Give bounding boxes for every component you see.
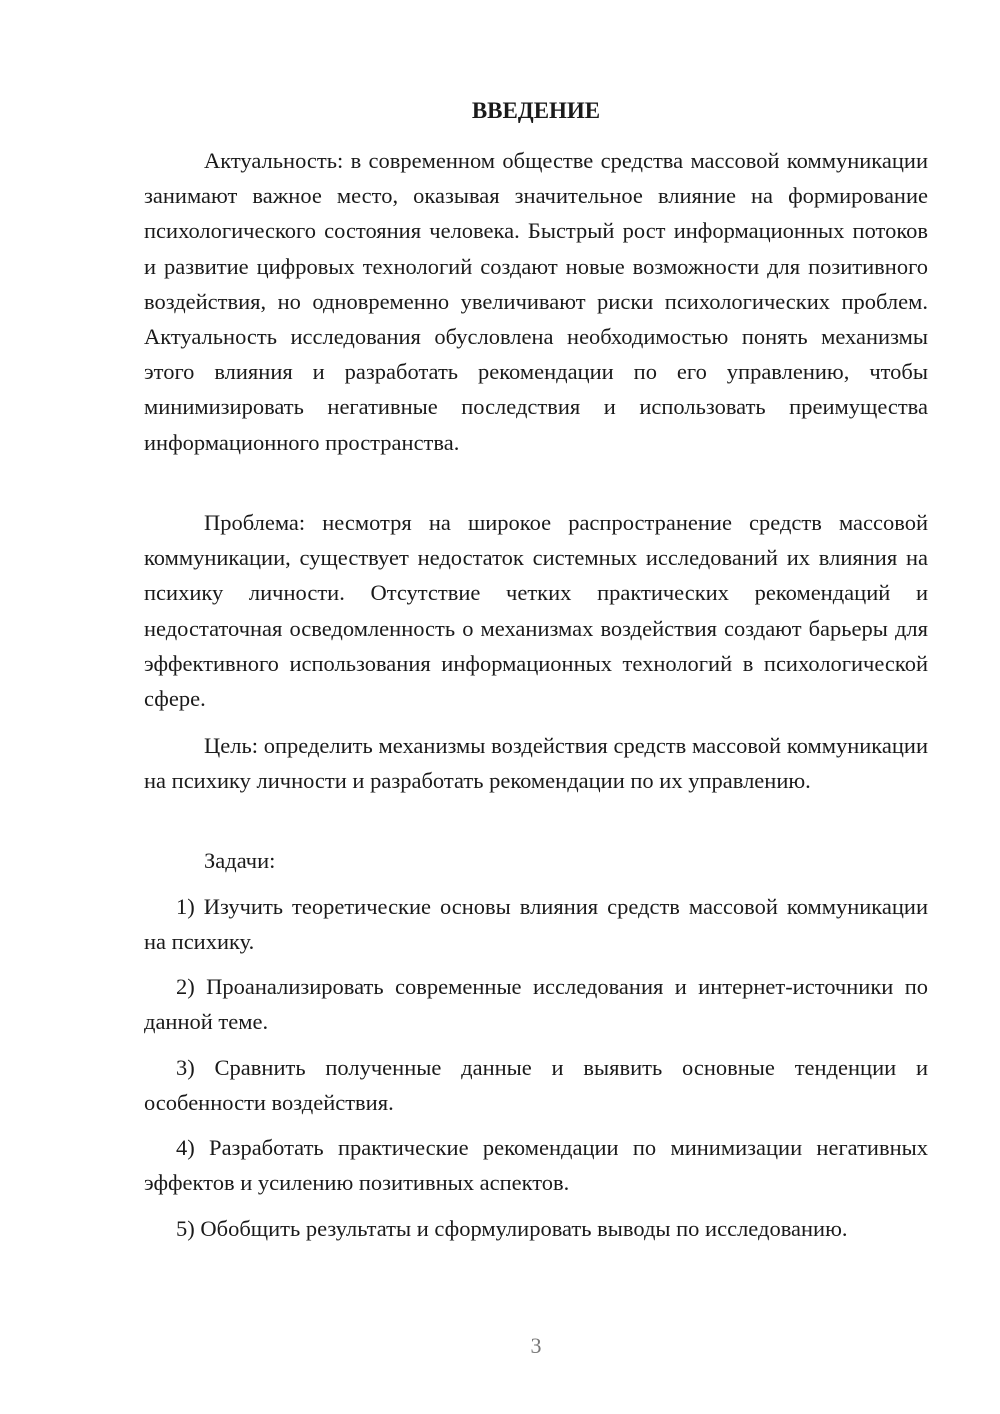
- task-item-1: 1) Изучить теоретические основы влияния средств массовой коммуникации на психику.: [144, 894, 928, 955]
- task-item-4: 4) Разработать практические рекомендации по минимизации негативных эффектов и усилению позитивных аспектов.: [144, 1135, 928, 1196]
- task-item-3: 3) Сравнить полученные данные и выявить основные тенденции и особенности воздействия.: [144, 1055, 928, 1116]
- tasks-heading: Задачи:: [204, 848, 276, 873]
- task-item-5: 5) Обобщить результаты и сформулировать выводы по исследованию.: [176, 1216, 848, 1241]
- problem-paragraph: Проблема: несмотря на широкое распространение средств массовой коммуникации, существует недостаток системных исследований их влияния на психику личности. Отсутствие четких практических рекомендаций и недостаточная осведомленность о механизмах воздействия создают барьеры для эффективного использования информационных технологий в психологической сфере.: [144, 510, 928, 712]
- relevance-paragraph: Актуальность: в современном обществе средства массовой коммуникации занимают важное место, оказывая значительное влияние на формирование психологического состояния человека. Быстрый рост информационных потоков и развитие цифровых технологий создают новые возможности для позитивного воздействия, но одновременно увеличивают риски психологических проблем. Актуальность исследования обусловлена необходимостью понять механизмы этого влияния и разработать рекомендации по его управлению, чтобы минимизировать негативные последствия и использовать преимущества информационного пространства.: [144, 148, 928, 455]
- task-item-2: 2) Проанализировать современные исследования и интернет-источники по данной теме.: [144, 974, 928, 1035]
- page-number: 3: [530, 1333, 542, 1358]
- goal-paragraph: Цель: определить механизмы воздействия средств массовой коммуникации на психику личности и разработать рекомендации по их управлению.: [144, 733, 928, 794]
- page-title: ВВЕДЕНИЕ: [471, 98, 601, 123]
